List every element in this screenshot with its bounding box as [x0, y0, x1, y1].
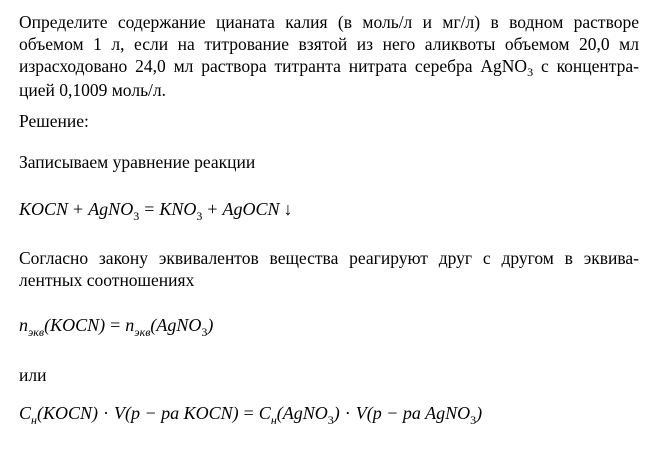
equivalence-law-text: [19, 247, 639, 291]
equals-sign: =: [110, 315, 121, 335]
n-agno3-subscript: 3: [201, 325, 208, 339]
multiply-dot-2: ·: [344, 403, 351, 423]
precipitate-arrow-icon: ↓: [283, 199, 293, 219]
c-symbol: C: [19, 403, 32, 423]
problem-line-1: Определите содержание цианата калия (в моль/л и мг/л) в водном растворе: [19, 12, 639, 32]
or-word: или: [19, 365, 47, 385]
problem-line-2: объемом 1 л, если на титрование взятой из него аликвоты объемом 20,0 мл: [19, 34, 639, 54]
n-agno3-close: ): [207, 315, 214, 335]
equals-sign: =: [144, 199, 155, 219]
c-subscript: н: [31, 413, 37, 427]
multiply-dot: ·: [102, 403, 109, 423]
concentration-volume-equation: [19, 401, 482, 427]
plus-sign-2: +: [207, 199, 218, 219]
c-agno3-subscript: 3: [327, 413, 334, 427]
c-subscript-2: н: [270, 413, 277, 427]
v-agno3-argument: (p − pa AgNO: [366, 403, 471, 423]
v-kocn-argument: (p − pa KOCN): [124, 403, 239, 423]
product-kno3: KNO: [159, 199, 197, 219]
problem-line-3-tail: с концентра-: [533, 56, 640, 76]
n-symbol-2: n: [125, 315, 135, 335]
equivalence-equation: [19, 313, 213, 339]
v-symbol-2: V: [355, 403, 367, 423]
problem-statement: [19, 11, 639, 101]
product-agocn: AgOCN: [222, 199, 280, 219]
n-kocn-argument: (KOCN): [44, 315, 106, 335]
n-subscript-2: экв: [134, 325, 151, 339]
plus-sign: +: [73, 199, 84, 219]
n-symbol: n: [19, 315, 28, 335]
law-line-1: Согласно закону эквивалентов вещества реагируют друг с другом в эквива-: [19, 248, 639, 268]
reactant-kocn: KOCN: [19, 199, 69, 219]
reaction-intro: Записываем уравнение реакции: [19, 152, 256, 172]
law-line-2: лентных соотношениях: [19, 270, 195, 290]
v-symbol: V: [113, 403, 125, 423]
problem-line-3-text: израсходовано 24,0 мл раствора титранта нитрата серебра AgNO: [19, 56, 528, 76]
v-agno3-subscript: 3: [470, 413, 477, 427]
c-kocn-argument: (KOCN): [36, 403, 98, 423]
v-agno3-close: ): [476, 403, 483, 423]
problem-line-4: цией 0,1009 моль/л.: [19, 80, 167, 100]
problem-line-3: [19, 55, 639, 79]
equals-sign: =: [243, 403, 254, 423]
reaction-equation: [19, 197, 293, 223]
product-kno3-subscript: 3: [196, 209, 203, 223]
c-agno3-argument: (AgNO: [276, 403, 328, 423]
c-symbol-2: C: [258, 403, 271, 423]
solution-heading: Решение:: [19, 111, 89, 131]
reactant-agno3: AgNO: [88, 199, 134, 219]
c-agno3-close: ): [333, 403, 340, 423]
reactant-agno3-subscript: 3: [133, 209, 140, 223]
problem-line-3-subscript: 3: [527, 65, 534, 79]
n-agno3-argument: (AgNO: [150, 315, 202, 335]
n-subscript: экв: [28, 325, 45, 339]
